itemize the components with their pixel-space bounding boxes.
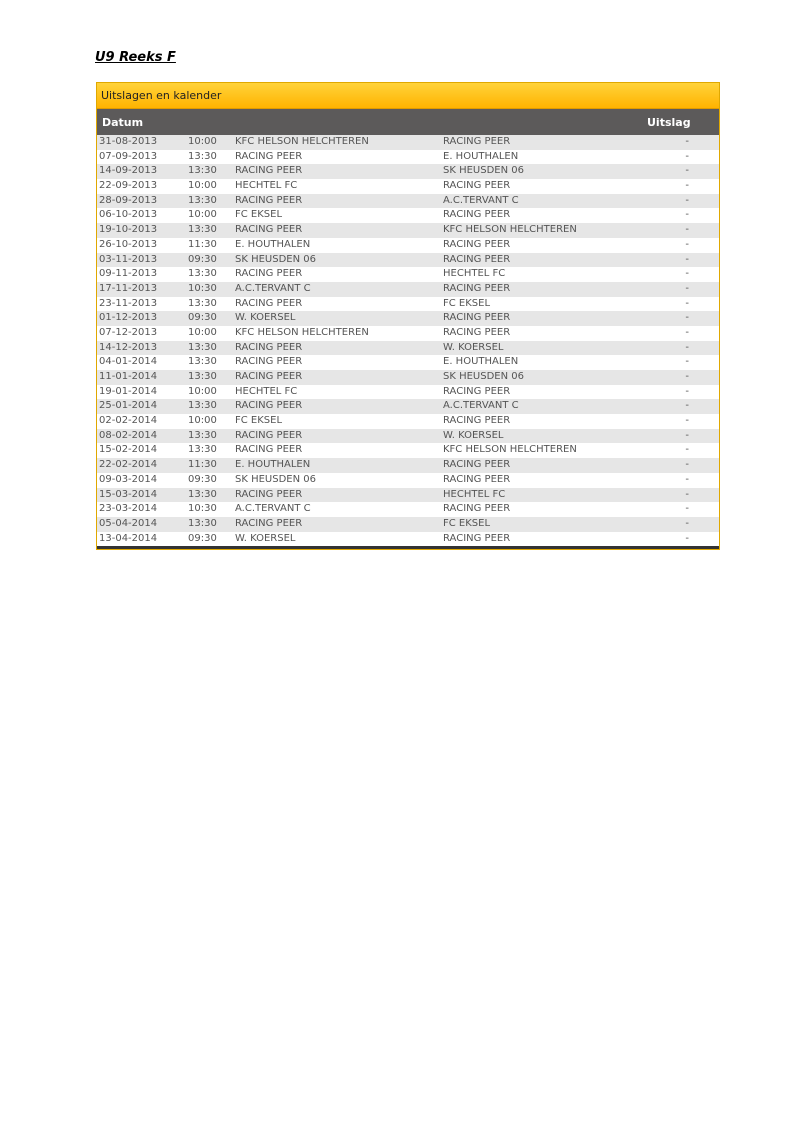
match-result: - — [685, 282, 689, 294]
home-team: SK HEUSDEN 06 — [235, 473, 316, 485]
match-time: 09:30 — [188, 473, 217, 485]
home-team: A.C.TERVANT C — [235, 503, 311, 515]
table-header — [97, 109, 719, 135]
table-row — [97, 341, 719, 356]
match-result: - — [685, 385, 689, 397]
away-team: RACING PEER — [443, 385, 511, 397]
match-date: 13-04-2014 — [99, 532, 158, 544]
results-calendar-widget — [96, 82, 720, 550]
match-result: - — [685, 180, 689, 192]
match-time: 13:30 — [188, 517, 217, 529]
match-result: - — [685, 371, 689, 382]
away-team: SK HEUSDEN 06 — [443, 165, 524, 177]
match-result: - — [685, 532, 689, 544]
home-team: KFC HELSON HELCHTEREN — [235, 326, 369, 338]
table-row — [97, 326, 719, 341]
away-team: HECHTEL FC — [443, 488, 506, 500]
match-time: 13:30 — [188, 150, 217, 162]
home-team: W. KOERSEL — [235, 532, 296, 544]
home-team: HECHTEL FC — [235, 180, 298, 192]
away-team: RACING PEER — [443, 473, 511, 485]
table-row — [97, 458, 719, 473]
table-row — [97, 311, 719, 326]
match-date: 14-09-2013 — [99, 165, 158, 177]
table-row — [97, 179, 719, 194]
table-row — [97, 443, 719, 458]
match-time: 10:00 — [188, 180, 217, 192]
match-date: 23-03-2014 — [99, 503, 158, 515]
match-date: 28-09-2013 — [99, 194, 158, 206]
home-team: RACING PEER — [235, 341, 303, 353]
away-team: RACING PEER — [443, 532, 511, 544]
match-result: - — [685, 444, 689, 456]
home-team: RACING PEER — [235, 488, 303, 500]
match-date: 04-01-2014 — [99, 356, 158, 368]
home-team: RACING PEER — [235, 194, 303, 206]
away-team: RACING PEER — [443, 180, 511, 192]
match-time: 13:30 — [188, 429, 217, 441]
away-team: KFC HELSON HELCHTEREN — [443, 224, 577, 236]
away-team: W. KOERSEL — [443, 341, 504, 353]
match-time: 13:30 — [188, 400, 217, 412]
match-date: 02-02-2014 — [99, 415, 158, 427]
match-result: - — [685, 136, 689, 147]
match-result: - — [685, 341, 689, 353]
match-date: 05-04-2014 — [99, 517, 158, 529]
match-date: 07-12-2013 — [99, 326, 158, 338]
match-time: 09:30 — [188, 253, 217, 265]
match-date: 15-03-2014 — [99, 488, 158, 500]
away-team: RACING PEER — [443, 238, 511, 250]
home-team: RACING PEER — [235, 444, 303, 456]
table-row — [97, 355, 719, 370]
away-team: RACING PEER — [443, 459, 511, 471]
table-row — [97, 267, 719, 282]
match-result: - — [685, 517, 689, 529]
table-row — [97, 429, 719, 444]
match-time: 13:30 — [188, 444, 217, 456]
match-time: 13:30 — [188, 165, 217, 177]
widget-title: Uitslagen en kalender — [97, 83, 719, 109]
match-result: - — [685, 150, 689, 162]
away-team: FC EKSEL — [443, 297, 491, 309]
home-team: RACING PEER — [235, 165, 303, 177]
match-time: 10:00 — [188, 385, 217, 397]
table-footer-bar — [97, 546, 719, 549]
match-time: 10:30 — [188, 503, 217, 515]
home-team: RACING PEER — [235, 517, 303, 529]
table-row — [97, 282, 719, 297]
match-time: 09:30 — [188, 312, 217, 324]
away-team: A.C.TERVANT C — [443, 194, 519, 206]
match-time: 10:30 — [188, 282, 217, 294]
match-result: - — [685, 473, 689, 485]
match-date: 26-10-2013 — [99, 238, 158, 250]
home-team: RACING PEER — [235, 371, 303, 382]
match-date: 07-09-2013 — [99, 150, 158, 162]
match-result: - — [685, 194, 689, 206]
match-date: 19-01-2014 — [99, 385, 158, 397]
match-date: 03-11-2013 — [99, 253, 158, 265]
table-row — [97, 414, 719, 429]
away-team: W. KOERSEL — [443, 429, 504, 441]
home-team: RACING PEER — [235, 297, 303, 309]
home-team: E. HOUTHALEN — [235, 459, 311, 471]
match-time: 10:00 — [188, 415, 217, 427]
match-date: 06-10-2013 — [99, 209, 158, 221]
match-time: 13:30 — [188, 488, 217, 500]
match-time: 13:30 — [188, 356, 217, 368]
page-title: U9 Reeks F — [95, 50, 176, 65]
match-date: 09-11-2013 — [99, 268, 158, 280]
home-team: A.C.TERVANT C — [235, 282, 311, 294]
table-row — [97, 297, 719, 312]
away-team: RACING PEER — [443, 136, 511, 147]
away-team: FC EKSEL — [443, 517, 491, 529]
away-team: E. HOUTHALEN — [443, 356, 519, 368]
match-list — [97, 135, 719, 546]
match-result: - — [685, 209, 689, 221]
match-date: 14-12-2013 — [99, 341, 158, 353]
match-date: 08-02-2014 — [99, 429, 158, 441]
match-result: - — [685, 253, 689, 265]
table-row — [97, 194, 719, 209]
match-date: 15-02-2014 — [99, 444, 158, 456]
column-header-result: Uitslag — [647, 115, 691, 129]
match-time: 13:30 — [188, 371, 217, 382]
table-row — [97, 223, 719, 238]
away-team: HECHTEL FC — [443, 268, 506, 280]
match-result: - — [685, 488, 689, 500]
away-team: RACING PEER — [443, 253, 511, 265]
home-team: E. HOUTHALEN — [235, 238, 311, 250]
away-team: RACING PEER — [443, 282, 511, 294]
home-team: SK HEUSDEN 06 — [235, 253, 316, 265]
match-date: 23-11-2013 — [99, 297, 158, 309]
match-result: - — [685, 238, 689, 250]
away-team: RACING PEER — [443, 503, 511, 515]
table-row — [97, 150, 719, 165]
match-time: 13:30 — [188, 297, 217, 309]
table-row — [97, 488, 719, 503]
match-date: 17-11-2013 — [99, 282, 158, 294]
match-result: - — [685, 356, 689, 368]
match-date: 22-02-2014 — [99, 459, 158, 471]
match-result: - — [685, 268, 689, 280]
match-time: 13:30 — [188, 268, 217, 280]
match-date: 31-08-2013 — [99, 136, 158, 147]
table-row — [97, 502, 719, 517]
match-time: 10:00 — [188, 326, 217, 338]
away-team: A.C.TERVANT C — [443, 400, 519, 412]
home-team: FC EKSEL — [235, 209, 283, 221]
table-row — [97, 532, 719, 547]
match-time: 10:00 — [188, 136, 217, 147]
home-team: RACING PEER — [235, 356, 303, 368]
table-row — [97, 399, 719, 414]
table-row — [97, 135, 719, 150]
match-result: - — [685, 312, 689, 324]
away-team: SK HEUSDEN 06 — [443, 371, 524, 382]
match-result: - — [685, 459, 689, 471]
away-team: RACING PEER — [443, 312, 511, 324]
match-result: - — [685, 326, 689, 338]
match-date: 25-01-2014 — [99, 400, 158, 412]
away-team: E. HOUTHALEN — [443, 150, 519, 162]
away-team: RACING PEER — [443, 326, 511, 338]
match-date: 11-01-2014 — [99, 371, 158, 382]
home-team: KFC HELSON HELCHTEREN — [235, 136, 369, 147]
match-result: - — [685, 429, 689, 441]
home-team: HECHTEL FC — [235, 385, 298, 397]
home-team: RACING PEER — [235, 224, 303, 236]
match-result: - — [685, 165, 689, 177]
table-row — [97, 253, 719, 268]
match-result: - — [685, 224, 689, 236]
away-team: RACING PEER — [443, 415, 511, 427]
match-time: 09:30 — [188, 532, 217, 544]
match-result: - — [685, 400, 689, 412]
match-time: 13:30 — [188, 341, 217, 353]
match-time: 10:00 — [188, 209, 217, 221]
match-date: 22-09-2013 — [99, 180, 158, 192]
match-result: - — [685, 297, 689, 309]
match-date: 01-12-2013 — [99, 312, 158, 324]
home-team: W. KOERSEL — [235, 312, 296, 324]
home-team: RACING PEER — [235, 429, 303, 441]
home-team: RACING PEER — [235, 150, 303, 162]
column-header-date: Datum — [102, 115, 144, 129]
table-row — [97, 164, 719, 179]
match-time: 13:30 — [188, 224, 217, 236]
match-result: - — [685, 415, 689, 427]
home-team: RACING PEER — [235, 400, 303, 412]
match-time: 11:30 — [188, 459, 217, 471]
match-date: 19-10-2013 — [99, 224, 158, 236]
away-team: RACING PEER — [443, 209, 511, 221]
table-row — [97, 208, 719, 223]
home-team: RACING PEER — [235, 268, 303, 280]
away-team: KFC HELSON HELCHTEREN — [443, 444, 577, 456]
match-time: 13:30 — [188, 194, 217, 206]
home-team: FC EKSEL — [235, 415, 283, 427]
table-row — [97, 238, 719, 253]
match-result: - — [685, 503, 689, 515]
table-row — [97, 385, 719, 400]
table-row — [97, 370, 719, 385]
table-row — [97, 517, 719, 532]
match-date: 09-03-2014 — [99, 473, 158, 485]
table-row — [97, 473, 719, 488]
match-time: 11:30 — [188, 238, 217, 250]
